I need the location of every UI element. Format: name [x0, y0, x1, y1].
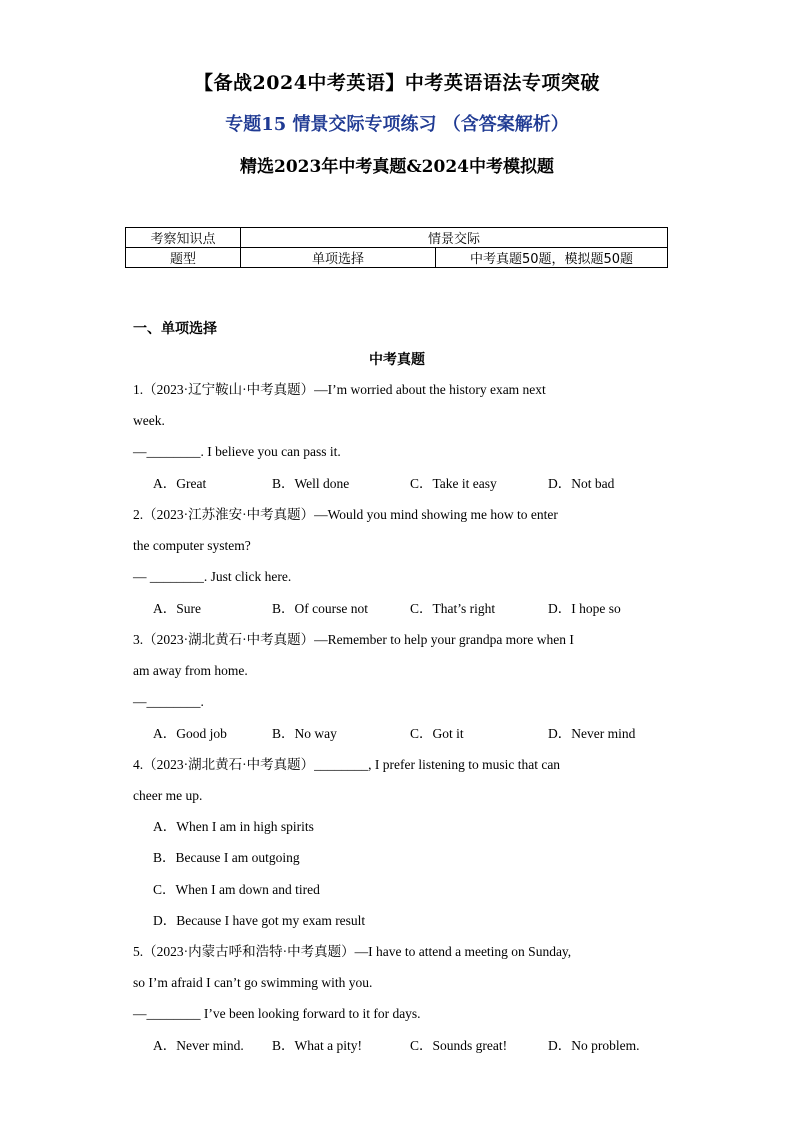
question-3-option-a: A．Good job: [153, 726, 227, 741]
question-5-option-a: A．Never mind.: [153, 1038, 244, 1053]
question-2-option-a: A．Sure: [153, 601, 201, 616]
question-2-line-2: the computer system?: [133, 538, 251, 553]
question-4-option-a: A．When I am in high spirits: [153, 819, 314, 834]
table-row: [126, 228, 668, 248]
question-1-line-1: 1.（2023·辽宁鞍山·中考真题）—I’m worried about the history exam next: [133, 382, 546, 397]
question-4-line-2: cheer me up.: [133, 788, 203, 803]
question-3-option-c: C．Got it: [410, 726, 464, 741]
table-cell: 单项选择: [241, 248, 436, 268]
question-4-option-c: C．When I am down and tired: [153, 882, 320, 897]
question-1-line-2: week.: [133, 413, 165, 428]
table-cell: 情景交际: [241, 228, 668, 248]
question-5-line-3: —________ I’ve been looking forward to it for days.: [133, 1006, 421, 1021]
document-subtitle-2: 精选2023年中考真题&2024中考模拟题: [240, 157, 554, 177]
table-cell: 考察知识点: [126, 228, 241, 248]
question-1-option-a: A．Great: [153, 476, 207, 491]
question-1-option-c: C．Take it easy: [410, 476, 497, 491]
question-1-option-b: B．Well done: [272, 476, 350, 491]
question-5-line-2: so I’m afraid I can’t go swimming with you.: [133, 975, 373, 990]
info-table: [125, 227, 668, 268]
question-2-option-d: D．I hope so: [548, 601, 621, 616]
question-4-option-b: B．Because I am outgoing: [153, 850, 300, 865]
question-5-option-d: D．No problem.: [548, 1038, 640, 1053]
document-title: 【备战2024中考英语】中考英语语法专项突破: [194, 72, 600, 94]
question-1-option-d: D．Not bad: [548, 476, 615, 491]
question-5-line-1: 5.（2023·内蒙古呼和浩特·中考真题）—I have to attend a meeting on Sunday,: [133, 944, 572, 959]
question-2-line-3: — ________. Just click here.: [133, 569, 292, 584]
question-2-option-b: B．Of course not: [272, 601, 368, 616]
question-1-line-3: —________. I believe you can pass it.: [133, 444, 341, 459]
question-3-option-d: D．Never mind: [548, 726, 636, 741]
table-cell: 中考真题50题，模拟题50题: [436, 248, 668, 268]
question-5-option-b: B．What a pity!: [272, 1038, 362, 1053]
section-heading: 一、单项选择: [133, 321, 217, 337]
question-3-line-3: —________.: [133, 694, 204, 709]
question-3-line-2: am away from home.: [133, 663, 248, 678]
document-subtitle: 专题15 情景交际专项练习 （含答案解析）: [225, 114, 569, 135]
table-row: [126, 248, 668, 268]
table-cell: 题型: [126, 248, 241, 268]
question-2-line-1: 2.（2023·江苏淮安·中考真题）—Would you mind showing me how to enter: [133, 507, 558, 522]
question-3-line-1: 3.（2023·湖北黄石·中考真题）—Remember to help your grandpa more when I: [133, 632, 574, 647]
question-5-option-c: C．Sounds great!: [410, 1038, 508, 1053]
question-4-option-d: D．Because I have got my exam result: [153, 913, 366, 928]
question-4-line-1: 4.（2023·湖北黄石·中考真题）________, I prefer listening to music that can: [133, 757, 561, 772]
section-subheading: 中考真题: [369, 352, 425, 368]
question-3-option-b: B．No way: [272, 726, 337, 741]
question-2-option-c: C．That’s right: [410, 601, 496, 616]
